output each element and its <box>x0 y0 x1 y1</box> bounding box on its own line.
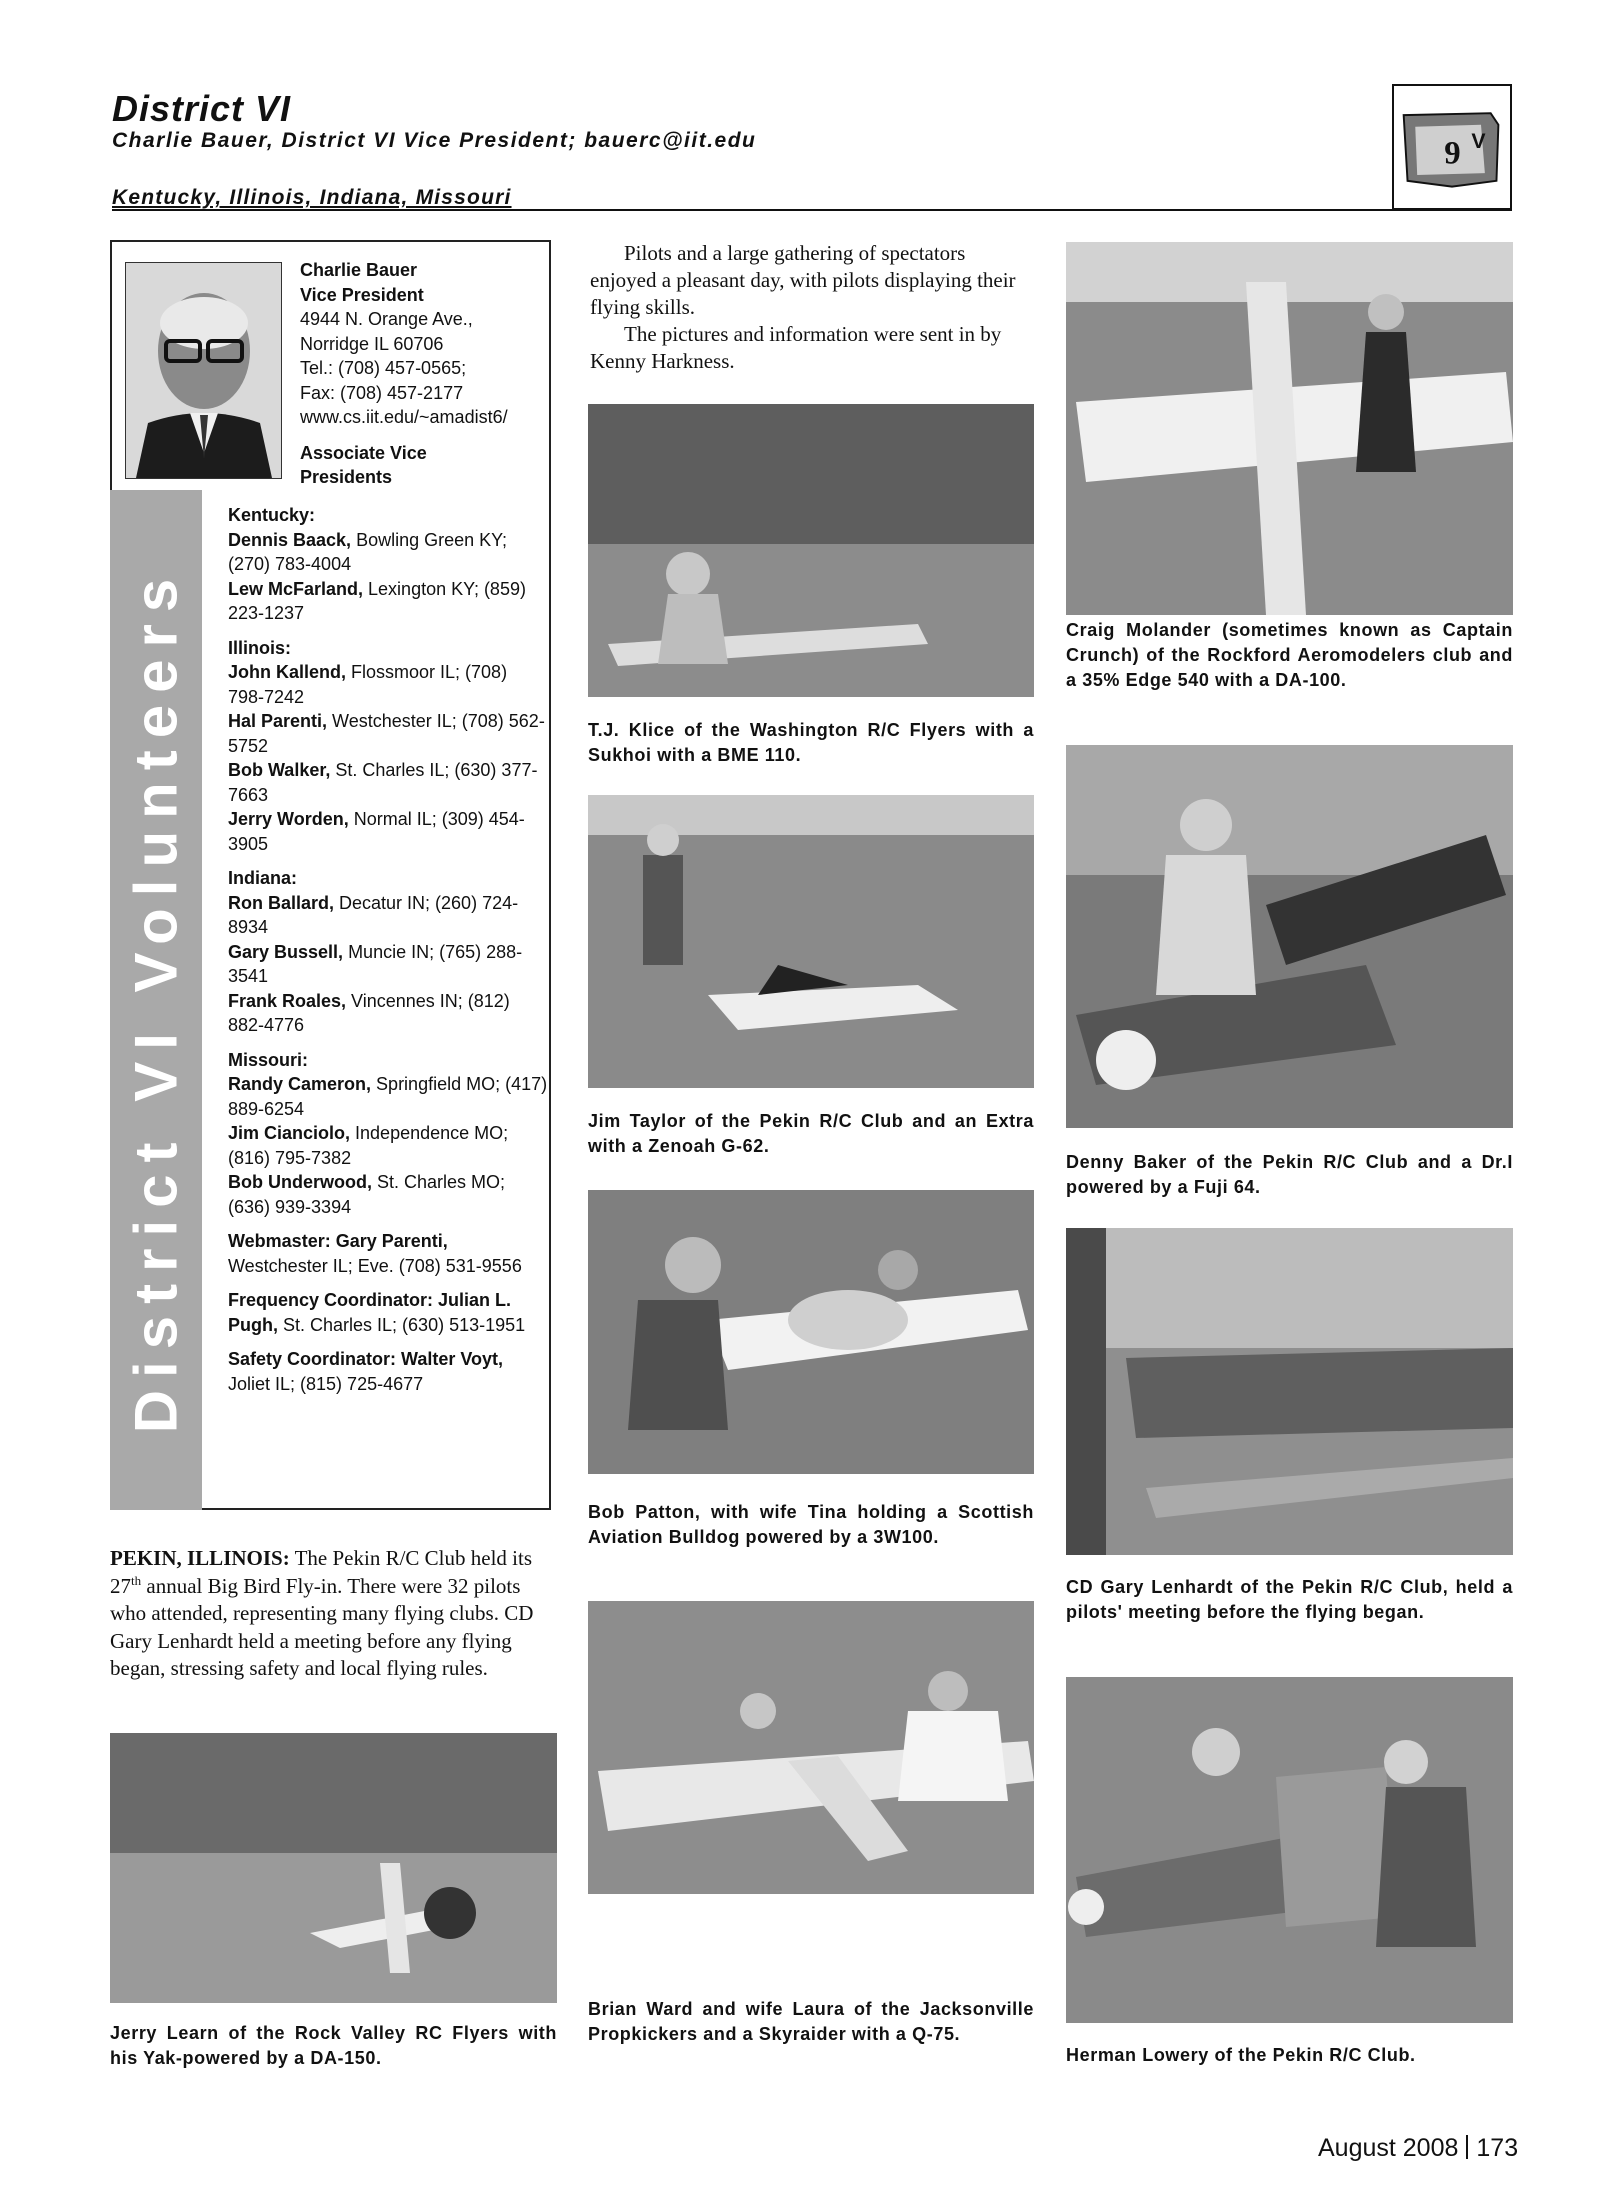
volunteer-entry <box>228 807 548 856</box>
footer-separator <box>1466 2135 1468 2159</box>
volunteer-detail: Flossmoor IL; (708) 798-7242 <box>228 662 508 707</box>
caption-craig-molander: Craig Molander (sometimes known as Captain Crunch) of the Rockford Aeromodelers club and a 35% Edge 540 with a DA-100. <box>1066 620 1513 690</box>
volunteers-sidebar-title: District VI Volunteers <box>122 566 190 1434</box>
svg-text:V: V <box>1471 128 1486 153</box>
article-ordinal-suffix: th <box>131 1572 142 1588</box>
intro-text <box>590 240 1030 375</box>
vp-address-line2: Norridge IL 60706 <box>300 333 444 354</box>
article-dateline: PEKIN, ILLINOIS: <box>110 1546 290 1570</box>
svg-text:9: 9 <box>1444 135 1461 172</box>
vp-role: Vice President <box>300 284 424 305</box>
photo-tj-klice-sukhoi <box>588 404 1034 697</box>
volunteer-detail: Muncie IN; (765) 288-3541 <box>228 941 523 986</box>
volunteer-name: Hal Parenti, <box>228 711 328 731</box>
state-heading-missouri: Missouri: <box>228 1049 309 1070</box>
vp-address-line1: 4944 N. Orange Ave., <box>300 309 473 329</box>
caption-tj-klice: T.J. Klice of the Washington R/C Flyers with a Sukhoi with a BME 110. <box>588 720 1034 765</box>
safety-coordinator-entry <box>228 1347 548 1396</box>
state-heading-kentucky: Kentucky: <box>228 505 316 525</box>
frequency-coordinator-detail: St. Charles IL; (630) 513-1951 <box>278 1314 526 1335</box>
webmaster-label: Webmaster: Gary Parenti, <box>228 1231 448 1251</box>
volunteer-detail: Decatur IN; (260) 724-8934 <box>228 892 519 937</box>
page-footer <box>1318 2134 1518 2163</box>
volunteer-name: Jerry Worden, <box>228 809 349 829</box>
volunteers-sidebar <box>110 490 202 1510</box>
volunteer-name: Gary Bussell, <box>228 941 344 962</box>
webmaster-detail: Westchester IL; Eve. (708) 531-9556 <box>228 1255 522 1276</box>
photo-herman-lowery <box>1066 1677 1513 2023</box>
caption-brian-ward: Brian Ward and wife Laura of the Jacksonville Propkickers and a Skyraider with a Q-75. <box>588 1999 1034 2044</box>
vp-contact <box>300 258 545 430</box>
volunteer-entry <box>228 1170 548 1219</box>
caption-denny-baker: Denny Baker of the Pekin R/C Club and a Dr.I powered by a Fuji 64. <box>1066 1152 1513 1197</box>
vp-website-link[interactable]: www.cs.iit.edu/~amadist6/ <box>300 407 508 427</box>
volunteer-name: Jim Cianciolo, <box>228 1123 351 1143</box>
volunteer-name: John Kallend, <box>228 662 347 682</box>
volunteer-entry <box>228 528 548 577</box>
volunteer-name: Randy Cameron, <box>228 1074 372 1094</box>
volunteer-detail: Bowling Green KY; (270) 783-4004 <box>228 529 507 574</box>
photo-bob-patton-bulldog <box>588 1190 1034 1474</box>
photo-jim-taylor-extra <box>588 795 1034 1088</box>
volunteer-entry <box>228 577 548 626</box>
state-heading-indiana: Indiana: <box>228 868 298 888</box>
page-title: District VI <box>112 88 292 129</box>
volunteer-detail: St. Charles IL; (630) 377-7663 <box>228 760 538 805</box>
volunteer-list <box>228 503 548 1396</box>
issue-date: August 2008 <box>1318 2134 1459 2162</box>
vp-fax: Fax: (708) 457-2177 <box>300 382 464 403</box>
vp-name: Charlie Bauer <box>300 260 418 280</box>
volunteer-name: Bob Underwood, <box>228 1172 372 1192</box>
volunteer-entry <box>228 660 548 709</box>
photo-brian-ward-skyraider <box>588 1601 1034 1894</box>
volunteer-name: Frank Roales, <box>228 990 347 1011</box>
associate-vp-heading: Associate Vice Presidents <box>300 443 427 487</box>
vp-portrait <box>125 262 282 479</box>
photo-gary-lenhardt-meeting <box>1066 1228 1513 1555</box>
volunteer-entry <box>228 709 548 758</box>
volunteer-entry <box>228 940 548 989</box>
intro-paragraph-2: The pictures and information were sent in by Kenny Harkness. <box>590 322 1002 373</box>
volunteer-detail: St. Charles MO; (636) 939-3394 <box>228 1172 506 1217</box>
vp-tel: Tel.: (708) 457-0565; <box>300 358 467 378</box>
volunteer-detail: Lexington KY; (859) 223-1237 <box>228 578 526 623</box>
district-vp-byline: Charlie Bauer, District VI Vice President; bauerc@iit.edu <box>112 129 757 152</box>
district-map-logo <box>1392 84 1512 210</box>
caption-bob-patton: Bob Patton, with wife Tina holding a Scottish Aviation Bulldog powered by a 3W100. <box>588 1502 1034 1547</box>
volunteer-detail: Normal IL; (309) 454-3905 <box>228 809 525 854</box>
frequency-coordinator-entry <box>228 1288 548 1337</box>
safety-coordinator-label: Safety Coordinator: Walter Voyt, <box>228 1349 504 1369</box>
volunteer-entry <box>228 1121 548 1170</box>
page-number: 173 <box>1476 2134 1519 2162</box>
frequency-coordinator-label: Frequency Coordinator: Julian L. Pugh, <box>228 1290 512 1335</box>
volunteer-detail: Vincennes IN; (812) 882-4776 <box>228 990 510 1035</box>
volunteer-name: Bob Walker, <box>228 760 331 780</box>
district-states: Kentucky, Illinois, Indiana, Missouri <box>112 186 512 209</box>
state-heading-illinois: Illinois: <box>228 637 291 658</box>
photo-jerry-learn-yak <box>110 1733 557 2003</box>
volunteer-detail: Independence MO; (816) 795-7382 <box>228 1123 509 1168</box>
caption-jerry-learn: Jerry Learn of the Rock Valley RC Flyers with his Yak-powered by a DA-150. <box>110 2023 557 2068</box>
volunteer-entry <box>228 989 548 1038</box>
safety-coordinator-detail: Joliet IL; (815) 725-4677 <box>228 1373 424 1394</box>
intro-paragraph-1: Pilots and a large gathering of spectators enjoyed a pleasant day, with pilots displaying their flying skills. <box>590 241 1016 319</box>
caption-herman-lowery: Herman Lowery of the Pekin R/C Club. <box>1066 2045 1416 2065</box>
volunteer-entry <box>228 758 548 807</box>
volunteer-detail: Springfield MO; (417) 889-6254 <box>228 1074 548 1119</box>
photo-craig-molander-edge <box>1066 242 1513 615</box>
caption-jim-taylor: Jim Taylor of the Pekin R/C Club and an Extra with a Zenoah G-62. <box>588 1111 1034 1156</box>
volunteer-name: Lew McFarland, <box>228 578 364 599</box>
webmaster-entry <box>228 1229 548 1278</box>
volunteer-entry <box>228 1072 548 1121</box>
volunteer-name: Dennis Baack, <box>228 529 352 550</box>
header-rule <box>112 209 1512 211</box>
volunteer-detail: Westchester IL; (708) 562-5752 <box>228 711 545 756</box>
pekin-article <box>110 1545 550 1683</box>
photo-denny-baker-dri <box>1066 745 1513 1128</box>
article-text-a: The Pekin R/C Club held its 27 <box>110 1546 533 1598</box>
volunteer-name: Ron Ballard, <box>228 892 335 913</box>
volunteer-entry <box>228 891 548 940</box>
caption-gary-lenhardt: CD Gary Lenhardt of the Pekin R/C Club, held a pilots' meeting before the flying began. <box>1066 1577 1513 1622</box>
article-text-b: annual Big Bird Fly-in. There were 32 pilots who attended, representing many flying clubs. CD Gary Lenhardt held a meeting before any flying began, stressing safety and local flying rules. <box>110 1573 534 1680</box>
